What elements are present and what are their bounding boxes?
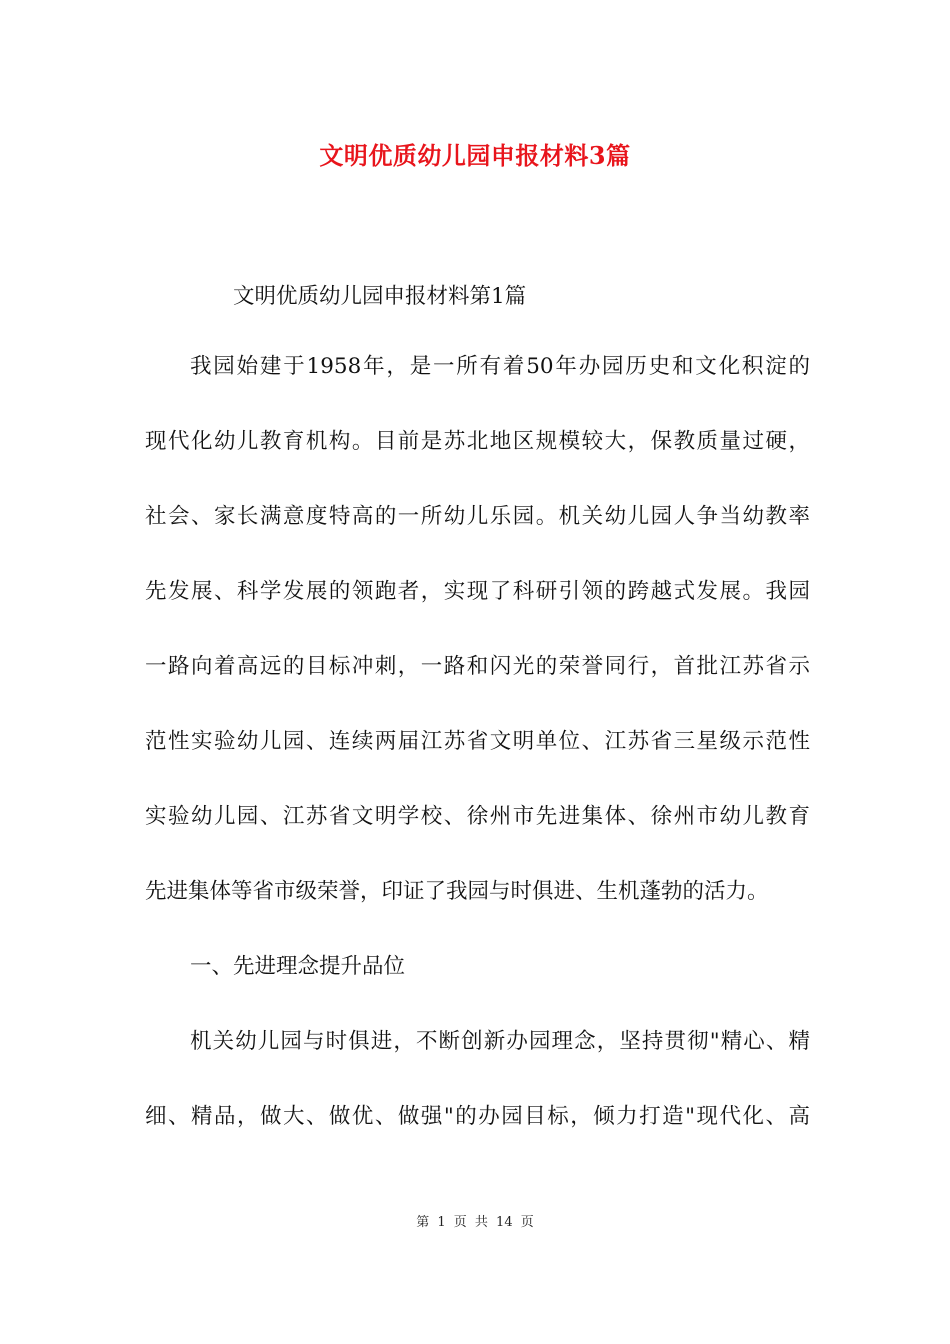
paragraph-line: 现代化幼儿教育机构。目前是苏北地区规模较大，保教质量过硬， (145, 429, 810, 454)
paragraph-line: 社会、家长满意度特高的一所幼儿乐园。机关幼儿园人争当幼教率 (145, 504, 810, 529)
document-title: 文明优质幼儿园申报材料3篇 (319, 141, 631, 170)
paragraph-line: 实验幼儿园、江苏省文明学校、徐州市先进集体、徐州市幼儿教育 (145, 804, 810, 829)
paragraph-line: 一路向着高远的目标冲刺，一路和闪光的荣誉同行，首批江苏省示 (145, 654, 810, 679)
subheading: 一、先进理念提升品位 (190, 954, 406, 979)
paragraph-line: 我园始建于1958年，是一所有着50年办园历史和文化积淀的 (190, 354, 810, 379)
paragraph-line: 机关幼儿园与时俱进，不断创新办园理念，坚持贯彻"精心、精 (190, 1029, 810, 1054)
section-heading: 文明优质幼儿园申报材料第1篇 (233, 284, 527, 309)
page-footer: 第 1 页 共 14 页 (416, 1215, 534, 1230)
paragraph-line: 先发展、科学发展的领跑者，实现了科研引领的跨越式发展。我园 (145, 579, 810, 604)
paragraph-line: 范性实验幼儿园、连续两届江苏省文明单位、江苏省三星级示范性 (145, 729, 810, 754)
paragraph-line: 细、精品，做大、做优、做强"的办园目标，倾力打造"现代化、高 (145, 1104, 810, 1129)
paragraph-line: 先进集体等省市级荣誉，印证了我园与时俱进、生机蓬勃的活力。 (145, 879, 769, 904)
